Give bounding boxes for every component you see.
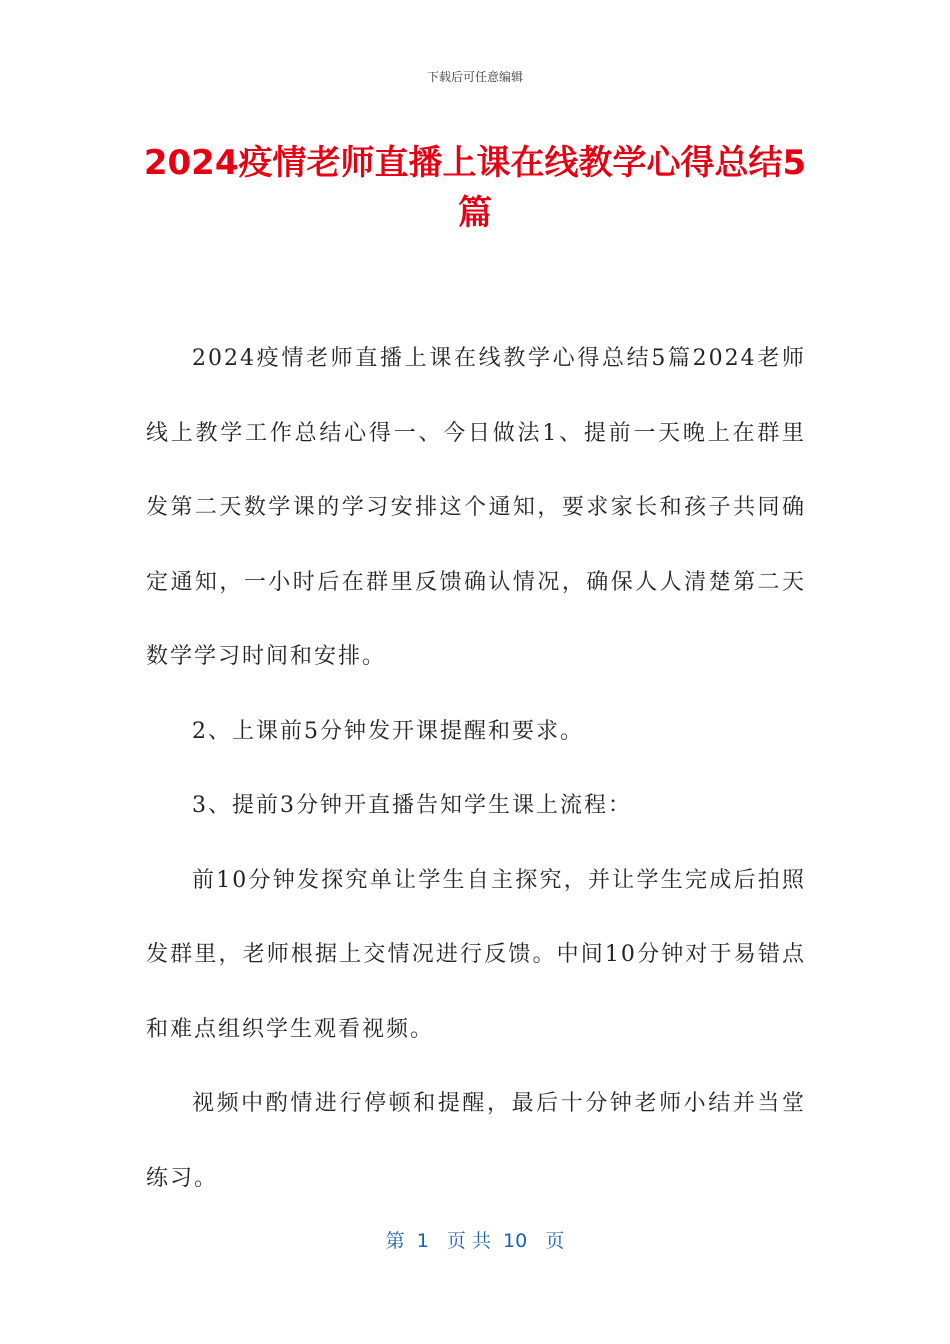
page-number-footer: 第 1 页 共 10 页	[385, 1230, 565, 1252]
paragraph-5: 视频中酌情进行停顿和提醒，最后十分钟老师小结并当堂练习。	[146, 1091, 806, 1191]
paragraph-2: 2、上课前5分钟发开课提醒和要求。	[192, 718, 584, 744]
paragraph-4: 前10分钟发探究单让学生自主探究，并让学生完成后拍照发群里，老师根据上交情况进行反馈。中间10分钟对于易错点和难点组织学生观看视频。	[146, 867, 806, 1042]
paragraph-3: 3、提前3分钟开直播告知学生课上流程：	[192, 793, 632, 818]
document-title: 2024疫情老师直播上课在线教学心得总结5篇	[143, 143, 807, 233]
document-body	[146, 322, 806, 1216]
header-note: 下载后可任意编辑	[426, 70, 523, 84]
paragraph-1: 2024疫情老师直播上课在线教学心得总结5篇2024老师线上教学工作总结心得一、今日做法1、提前一天晚上在群里发第二天数学课的学习安排这个通知，要求家长和孩子共同确定通知，一小时后在群里反馈确认情况，确保人人清楚第二天数学学习时间和安排。	[146, 346, 806, 669]
